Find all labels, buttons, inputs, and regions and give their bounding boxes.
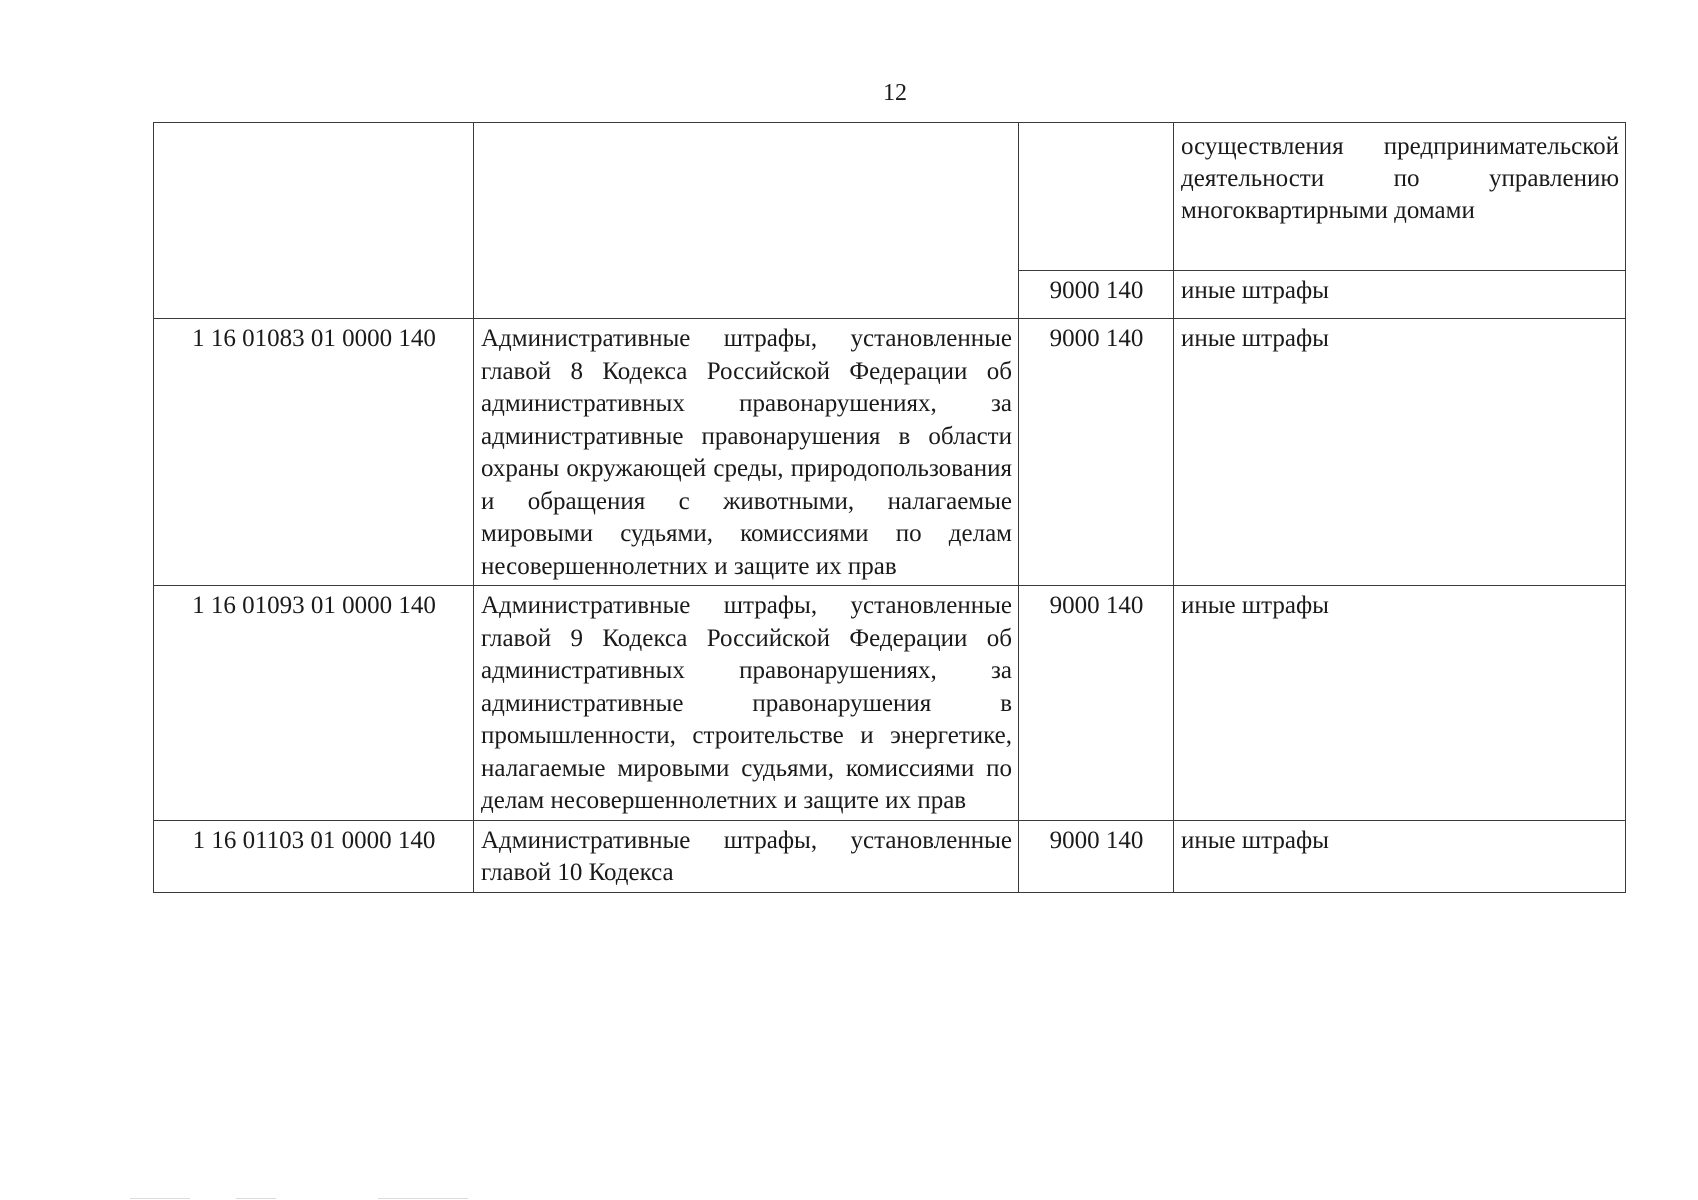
code-cell [154,123,474,319]
table-row [154,319,1626,586]
subcode-cell: 9000 140 [1019,586,1174,821]
kind-cell: иные штрафы [1174,820,1626,892]
description-cell: Административные штрафы, установленные главой 8 Кодекса Российской Федерации об административных правонарушениях, за административные правонарушения в области охраны окружающей среды, природопользования и обращения с животными, налагаемые мировыми судьями, комиссиями по делам несовершеннолетних и защите их прав [474,319,1019,586]
description-cell: Административные штрафы, установленные главой 10 Кодекса [474,820,1019,892]
table-row [154,123,1626,271]
scan-speck [130,1198,190,1199]
kind-cell: иные штрафы [1174,271,1626,319]
page-number: 12 [883,80,907,106]
kind-cell: осуществления предпринимательской деятельности по управлению многоквартирными домами [1174,123,1626,271]
kind-cell: иные штрафы [1174,319,1626,586]
subcode-cell: 9000 140 [1019,319,1174,586]
code-cell: 1 16 01083 01 0000 140 [154,319,474,586]
subcode-cell [1019,123,1174,271]
scan-speck [236,1198,276,1199]
code-cell: 1 16 01093 01 0000 140 [154,586,474,821]
code-cell: 1 16 01103 01 0000 140 [154,820,474,892]
table-row [154,586,1626,821]
budget-codes-table [153,122,1626,893]
kind-cell: иные штрафы [1174,586,1626,821]
scan-speck [378,1198,468,1199]
description-cell [474,123,1019,319]
subcode-cell: 9000 140 [1019,271,1174,319]
subcode-cell: 9000 140 [1019,820,1174,892]
table-row [154,820,1626,892]
description-cell: Административные штрафы, установленные главой 9 Кодекса Российской Федерации об административных правонарушениях, за административные правонарушения в промышленности, строительстве и энергетике, налагаемые мировыми судьями, комиссиями по делам несовершеннолетних и защите их прав [474,586,1019,821]
